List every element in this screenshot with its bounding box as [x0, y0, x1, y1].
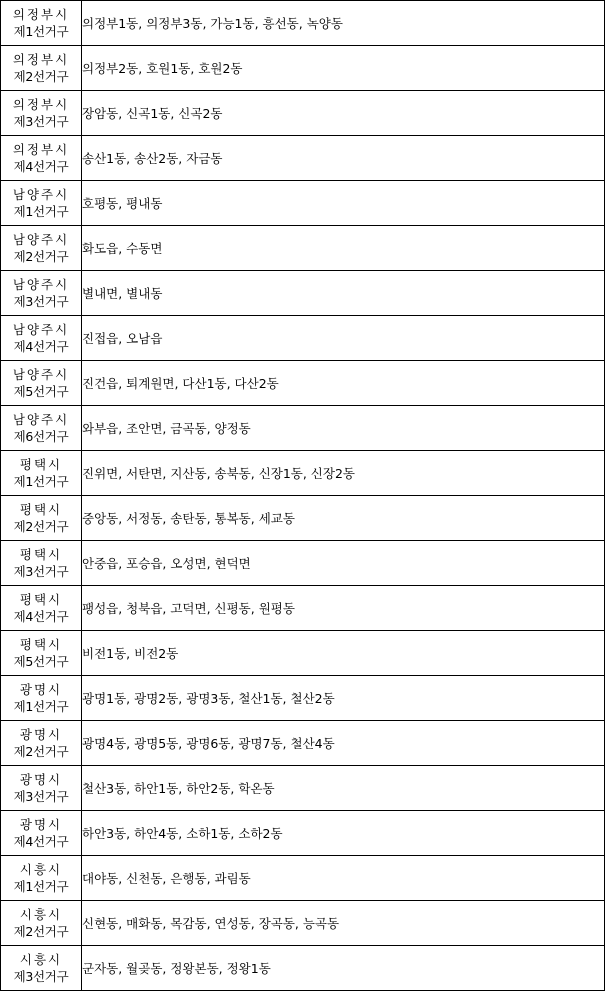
table-row: [1, 406, 605, 451]
city-name: 광명시: [19, 682, 63, 697]
district-name-cell: [1, 361, 82, 406]
district-name-cell: [1, 766, 82, 811]
table-row: [1, 541, 605, 586]
constituency-name: 제6선거구: [13, 429, 69, 444]
dong-list-cell: 진접읍, 오남읍: [82, 316, 605, 361]
dong-list-cell: 중앙동, 서정동, 송탄동, 통복동, 세교동: [82, 496, 605, 541]
dong-list-cell: 철산3동, 하안1동, 하안2동, 학온동: [82, 766, 605, 811]
constituency-name: 제2선거구: [13, 249, 69, 264]
city-name: 의정부시: [12, 7, 70, 22]
dong-list-cell: 별내면, 별내동: [82, 271, 605, 316]
district-name-cell: [1, 631, 82, 676]
district-name-cell: [1, 136, 82, 181]
table-row: [1, 361, 605, 406]
district-name-cell: [1, 856, 82, 901]
table-row: [1, 631, 605, 676]
constituency-name: 제3선거구: [13, 564, 69, 579]
constituency-name: 제1선거구: [13, 699, 69, 714]
city-name: 의정부시: [12, 97, 70, 112]
district-name-cell: [1, 901, 82, 946]
dong-list-cell: 안중읍, 포승읍, 오성면, 현덕면: [82, 541, 605, 586]
city-name: 남양주시: [12, 412, 70, 427]
table-row: [1, 181, 605, 226]
constituency-name: 제5선거구: [13, 654, 69, 669]
city-name: 남양주시: [12, 232, 70, 247]
dong-list-cell: 대야동, 신천동, 은행동, 과림동: [82, 856, 605, 901]
city-name: 평택시: [19, 502, 63, 517]
city-name: 평택시: [19, 592, 63, 607]
district-name-cell: [1, 811, 82, 856]
table-row: [1, 271, 605, 316]
city-name: 남양주시: [12, 322, 70, 337]
table-row: [1, 136, 605, 181]
city-name: 남양주시: [12, 187, 70, 202]
district-name-cell: [1, 451, 82, 496]
table-row: [1, 496, 605, 541]
city-name: 의정부시: [12, 52, 70, 67]
district-name-cell: [1, 46, 82, 91]
city-name: 남양주시: [12, 277, 70, 292]
district-name-cell: [1, 181, 82, 226]
city-name: 시흥시: [19, 862, 63, 877]
table-row: [1, 766, 605, 811]
table-row: [1, 91, 605, 136]
district-name-cell: [1, 676, 82, 721]
district-name-cell: [1, 406, 82, 451]
city-name: 광명시: [19, 727, 63, 742]
constituency-name: 제1선거구: [13, 204, 69, 219]
dong-list-cell: 진위면, 서탄면, 지산동, 송북동, 신장1동, 신장2동: [82, 451, 605, 496]
city-name: 의정부시: [12, 142, 70, 157]
table-row: [1, 46, 605, 91]
district-name-cell: [1, 946, 82, 991]
city-name: 남양주시: [12, 367, 70, 382]
constituency-name: 제4선거구: [13, 834, 69, 849]
dong-list-cell: 의정부2동, 호원1동, 호원2동: [82, 46, 605, 91]
constituency-name: 제4선거구: [13, 339, 69, 354]
constituency-name: 제2선거구: [13, 924, 69, 939]
constituency-name: 제1선거구: [13, 474, 69, 489]
constituency-name: 제1선거구: [13, 24, 69, 39]
table-row: [1, 451, 605, 496]
dong-list-cell: 송산1동, 송산2동, 자금동: [82, 136, 605, 181]
constituency-name: 제3선거구: [13, 294, 69, 309]
table-row: [1, 856, 605, 901]
dong-list-cell: 비전1동, 비전2동: [82, 631, 605, 676]
district-name-cell: [1, 586, 82, 631]
dong-list-cell: 화도읍, 수동면: [82, 226, 605, 271]
constituency-name: 제1선거구: [13, 879, 69, 894]
dong-list-cell: 광명1동, 광명2동, 광명3동, 철산1동, 철산2동: [82, 676, 605, 721]
city-name: 평택시: [19, 547, 63, 562]
table-row: [1, 586, 605, 631]
city-name: 평택시: [19, 637, 63, 652]
district-name-cell: [1, 271, 82, 316]
table-row: [1, 946, 605, 991]
dong-list-cell: 의정부1동, 의정부3동, 가능1동, 흥선동, 녹양동: [82, 1, 605, 46]
constituency-name: 제2선거구: [13, 519, 69, 534]
dong-list-cell: 하안3동, 하안4동, 소하1동, 소하2동: [82, 811, 605, 856]
constituency-name: 제4선거구: [13, 159, 69, 174]
table-row: [1, 316, 605, 361]
dong-list-cell: 진건읍, 퇴계원면, 다산1동, 다산2동: [82, 361, 605, 406]
constituency-name: 제3선거구: [13, 789, 69, 804]
dong-list-cell: 광명4동, 광명5동, 광명6동, 광명7동, 철산4동: [82, 721, 605, 766]
dong-list-cell: 신현동, 매화동, 목감동, 연성동, 장곡동, 능곡동: [82, 901, 605, 946]
constituency-name: 제2선거구: [13, 744, 69, 759]
table-row: [1, 226, 605, 271]
table-row: [1, 811, 605, 856]
table-body: [1, 1, 605, 991]
district-name-cell: [1, 721, 82, 766]
district-name-cell: [1, 541, 82, 586]
city-name: 평택시: [19, 457, 63, 472]
district-name-cell: [1, 316, 82, 361]
dong-list-cell: 호평동, 평내동: [82, 181, 605, 226]
city-name: 시흥시: [19, 907, 63, 922]
city-name: 시흥시: [19, 952, 63, 967]
table-row: [1, 721, 605, 766]
dong-list-cell: 와부읍, 조안면, 금곡동, 양정동: [82, 406, 605, 451]
dong-list-cell: 장암동, 신곡1동, 신곡2동: [82, 91, 605, 136]
dong-list-cell: 팽성읍, 청북읍, 고덕면, 신평동, 원평동: [82, 586, 605, 631]
constituency-name: 제5선거구: [13, 384, 69, 399]
district-name-cell: [1, 496, 82, 541]
district-name-cell: [1, 226, 82, 271]
constituency-name: 제4선거구: [13, 609, 69, 624]
table-row: [1, 1, 605, 46]
dong-list-cell: 군자동, 월곶동, 정왕본동, 정왕1동: [82, 946, 605, 991]
constituency-name: 제3선거구: [13, 969, 69, 984]
constituency-name: 제3선거구: [13, 114, 69, 129]
table-row: [1, 901, 605, 946]
city-name: 광명시: [19, 772, 63, 787]
table-row: [1, 676, 605, 721]
district-name-cell: [1, 1, 82, 46]
city-name: 광명시: [19, 817, 63, 832]
constituency-name: 제2선거구: [13, 69, 69, 84]
district-name-cell: [1, 91, 82, 136]
